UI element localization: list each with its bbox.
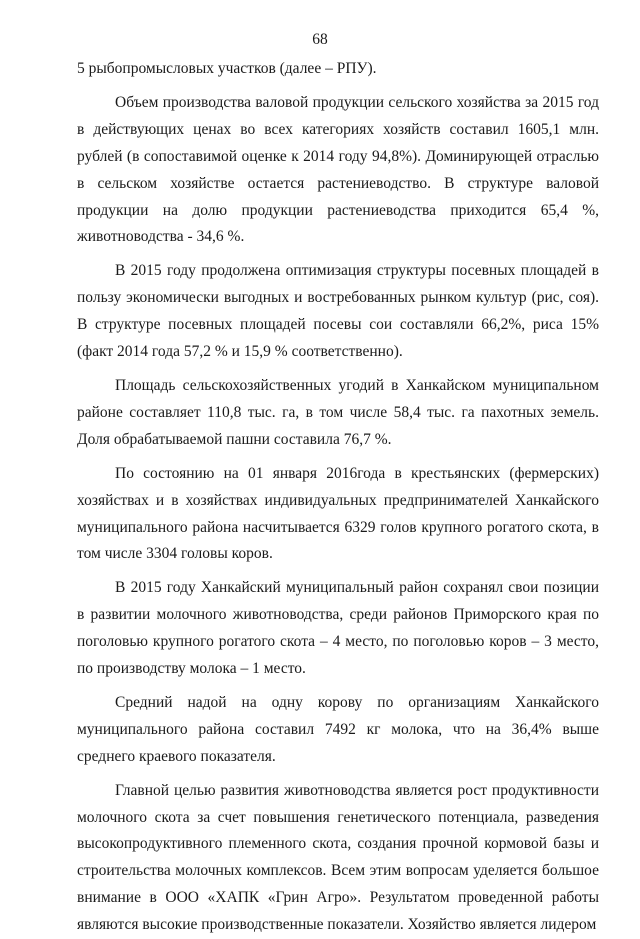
paragraph-rpu-continuation: 5 рыбопромысловых участков (далее – РПУ). (77, 60, 377, 77)
paragraph-cattle-count: По состоянию на 01 января 2016года в крестьянских (фермерских) хозяйствах и в хозяйствах индивидуальных предпринимателей Ханкайского муниципального района насчитывается 6329 голов крупного рогатого скота, в том числе 3304 головы коров. (77, 464, 599, 563)
paragraph-livestock-goals: Главной целью развития животноводства является рост продуктивности молочного скота за счет повышения генетического потенциала, разведения высокопродуктивного племенного скота, создания прочной кормовой базы и строительства молочных комплексов. Всем этим вопросам уделяется большое внимание в ООО «ХАПК «Грин Агро». Результатом проведенной работы являются высокие производственные показатели. Хозяйство является лидером (77, 781, 599, 934)
body-text (77, 56, 599, 939)
paragraph-sown-areas: В 2015 году продолжена оптимизация структуры посевных площадей в пользу экономически выгодных и востребованных рынком культур (рис, соя). В структуре посевных площадей посевы сои составляли 66,2%, риса 15% (факт 2014 года 57,2 % и 15,9 % соответственно). (77, 262, 599, 361)
paragraph-dairy-ranking: В 2015 году Ханкайский муниципальный район сохранял свои позиции в развитии молочного животноводства, среди районов Приморского края по поголовью крупного рогатого скота – 4 место, по поголовью коров – 3 место, по производству молока – 1 место. (77, 579, 599, 678)
page-number: 68 (312, 31, 328, 48)
paragraph-agricultural-land: Площадь сельскохозяйственных угодий в Ханкайском муниципальном районе составляет 110,8 тыс. га, в том числе 58,4 тыс. га пахотных земель. Доля обрабатываемой пашни составила 76,7 %. (77, 376, 599, 448)
paragraph-gross-production: Объем производства валовой продукции сельского хозяйства за 2015 год в действующих ценах во всех категориях хозяйств составил 1605,1 млн. рублей (в сопоставимой оценке к 2014 году 94,8%). Доминирующей отраслью в сельском хозяйстве остается растениеводство. В структуре валовой продукции на долю продукции растениеводства приходится 65,4 %, животноводства - 34,6 %. (77, 93, 599, 246)
paragraph-milk-yield: Средний надой на одну корову по организациям Ханкайского муниципального района составил 7492 кг молока, что на 36,4% выше среднего краевого показателя. (77, 693, 599, 765)
